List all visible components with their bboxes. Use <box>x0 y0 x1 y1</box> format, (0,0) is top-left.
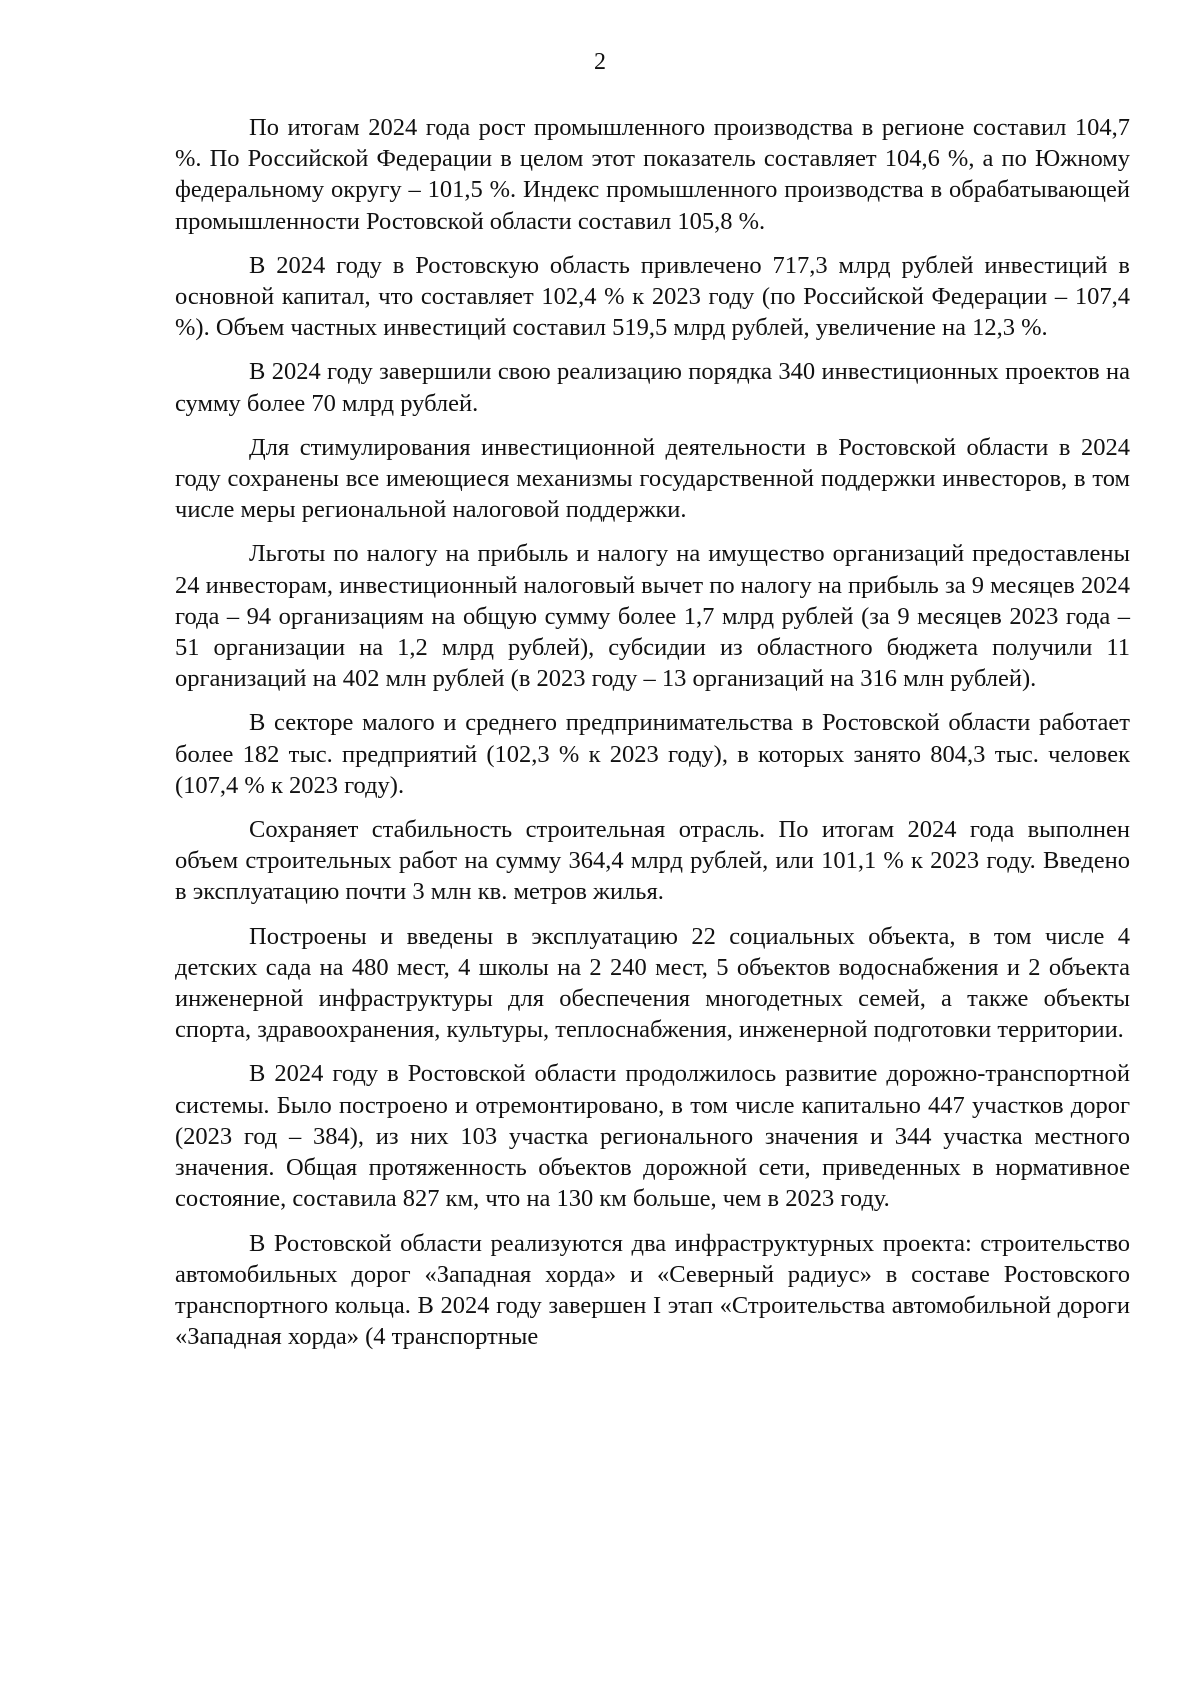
paragraph-small-business: В секторе малого и среднего предпринимательства в Ростовской области работает более 182 тыс. предприятий (102,3 % к 2023 году), в которых занято 804,3 тыс. человек (107,4 % к 2023 году). <box>175 709 1130 799</box>
page-number: 2 <box>594 49 606 75</box>
paragraph-construction: Сохраняет стабильность строительная отрасль. По итогам 2024 года выполнен объем строительных работ на сумму 364,4 млрд рублей, или 101,1 % к 2023 году. Введено в эксплуатацию почти 3 млн кв. метров жилья. <box>175 816 1130 906</box>
document-body <box>175 112 1130 1365</box>
paragraph-road-system: В 2024 году в Ростовской области продолжилось развитие дорожно-транспортной системы. Было построено и отремонтировано, в том числе капитально 447 участков дорог (2023 год – 384), из них 103 участка регионального значения и 344 участка местного значения. Общая протяженность объектов дорожной сети, приведенных в нормативное состояние, составила 827 км, что на 130 км больше, чем в 2023 году. <box>175 1060 1130 1213</box>
paragraph-industrial-production: По итогам 2024 года рост промышленного производства в регионе составил 104,7 %. По Российской Федерации в целом этот показатель составляет 104,6 %, а по Южному федеральному округу – 101,5 %. Индекс промышленного производства в обрабатывающей промышленности Ростовской области составил 105,8 %. <box>175 114 1130 235</box>
paragraph-investment-projects: В 2024 году завершили свою реализацию порядка 340 инвестиционных проектов на сумму более 70 млрд рублей. <box>175 358 1130 417</box>
paragraph-social-facilities: Построены и введены в эксплуатацию 22 социальных объекта, в том числе 4 детских сада на 480 мест, 4 школы на 2 240 мест, 5 объектов водоснабжения и 2 объекта инженерной инфраструктуры для обеспечения многодетных семей, а также объекты спорта, здравоохранения, культуры, теплоснабжения, инженерной подготовки территории. <box>175 922 1130 1044</box>
paragraph-infrastructure-projects: В Ростовской области реализуются два инфраструктурных проекта: строительство автомобильных дорог «Западная хорда» и «Северный радиус» в составе Ростовского транспортного кольца. В 2024 году завершен I этап «Строительства автомобильной дороги «Западная хорда» (4 транспортные <box>175 1229 1130 1351</box>
paragraph-tax-benefits: Льготы по налогу на прибыль и налогу на имущество организаций предоставлены 24 инвесторам, инвестиционный налоговый вычет по налогу на прибыль за 9 месяцев 2024 года – 94 организациям на общую сумму более 1,7 млрд рублей (за 9 месяцев 2023 года – 51 организации на 1,2 млрд рублей), субсидии из областного бюджета получили 11 организаций на 402 млн рублей (в 2023 году – 13 организаций на 316 млн рублей). <box>175 540 1130 693</box>
paragraph-investments: В 2024 году в Ростовскую область привлечено 717,3 млрд рублей инвестиций в основной капитал, что составляет 102,4 % к 2023 году (по Российской Федерации – 107,4 %). Объем частных инвестиций составил 519,5 млрд рублей, увеличение на 12,3 %. <box>175 251 1130 342</box>
paragraph-investment-support: Для стимулирования инвестиционной деятельности в Ростовской области в 2024 году сохранены все имеющиеся механизмы государственной поддержки инвесторов, в том числе меры региональной налоговой поддержки. <box>175 433 1130 524</box>
